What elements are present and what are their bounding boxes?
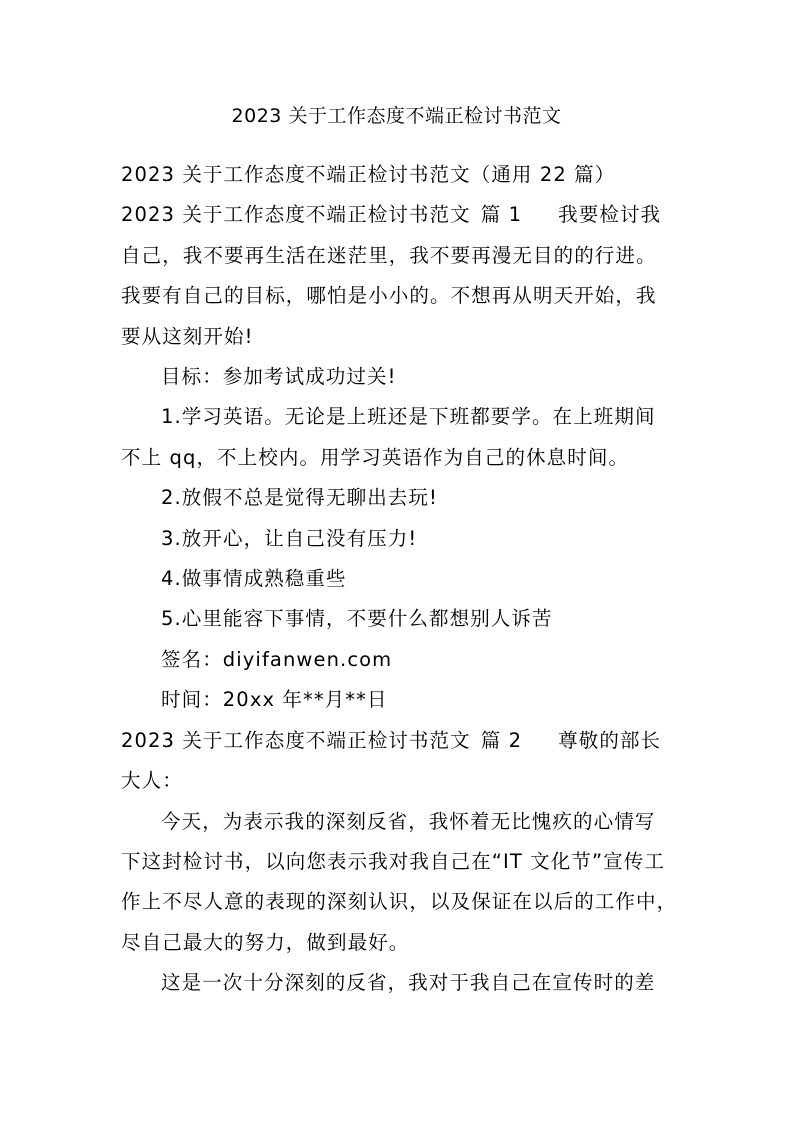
section-2-piece-label: 篇 2 xyxy=(480,728,523,752)
paragraph-line: 下这封检讨书，以向您表示我对我自己在“IT 文化节”宣传工 xyxy=(121,849,665,873)
list-item-1: 1.学习英语。无论是上班还是下班都要学。在上班期间 xyxy=(161,405,656,429)
document-body xyxy=(121,155,681,1004)
paragraph-line: 这是一次十分深刻的反省，我对于我自己在宣传时的差 xyxy=(161,971,656,995)
section-1-line: 我要有自己的目标，哪怕是小小的。不想再从明天开始，我 xyxy=(121,284,657,308)
list-item-3: 3.放开心，让自己没有压力! xyxy=(161,526,418,550)
salutation-continued: 大人： xyxy=(121,769,183,793)
list-item-1-continued: 不上 qq，不上校内。用学习英语作为自己的休息时间。 xyxy=(121,445,630,469)
section-2-heading-line xyxy=(121,721,681,761)
list-item-2: 2.放假不总是觉得无聊出去玩! xyxy=(161,486,438,510)
list-item-5: 5.心里能容下事情，不要什么都想别人诉苦 xyxy=(161,607,553,631)
date-line: 时间：20xx 年**月**日 xyxy=(161,688,388,712)
section-1-heading: 2023 关于工作态度不端正检讨书范文 xyxy=(121,203,471,227)
goal-line: 目标：参加考试成功过关! xyxy=(161,365,397,389)
document-title: 2023 关于工作态度不端正检讨书范文 xyxy=(231,105,562,127)
section-1-piece-label: 篇 1 xyxy=(480,203,523,227)
section-1-intro: 我要检讨我 xyxy=(558,203,662,227)
section-1-line: 要从这刻开始! xyxy=(121,324,254,348)
section-2-heading: 2023 关于工作态度不端正检讨书范文 xyxy=(121,728,471,752)
paragraph-line: 作上不尽人意的表现的深刻认识，以及保证在以后的工作中， xyxy=(121,890,678,914)
signature-line: 签名：diyifanwen.com xyxy=(161,647,393,671)
section-1-line: 自己，我不要再生活在迷茫里，我不要再漫无目的的行进。 xyxy=(121,243,657,267)
list-item-4: 4.做事情成熟稳重些 xyxy=(161,567,347,591)
section-2-intro: 尊敬的部长 xyxy=(558,728,662,752)
section-1-heading-line xyxy=(121,195,681,235)
paragraph-line: 尽自己最大的努力，做到最好。 xyxy=(121,930,410,954)
document-subtitle: 2023 关于工作态度不端正检讨书范文（通用 22 篇） xyxy=(121,163,616,186)
paragraph-line: 今天，为表示我的深刻反省，我怀着无比愧疚的心情写 xyxy=(161,809,656,833)
